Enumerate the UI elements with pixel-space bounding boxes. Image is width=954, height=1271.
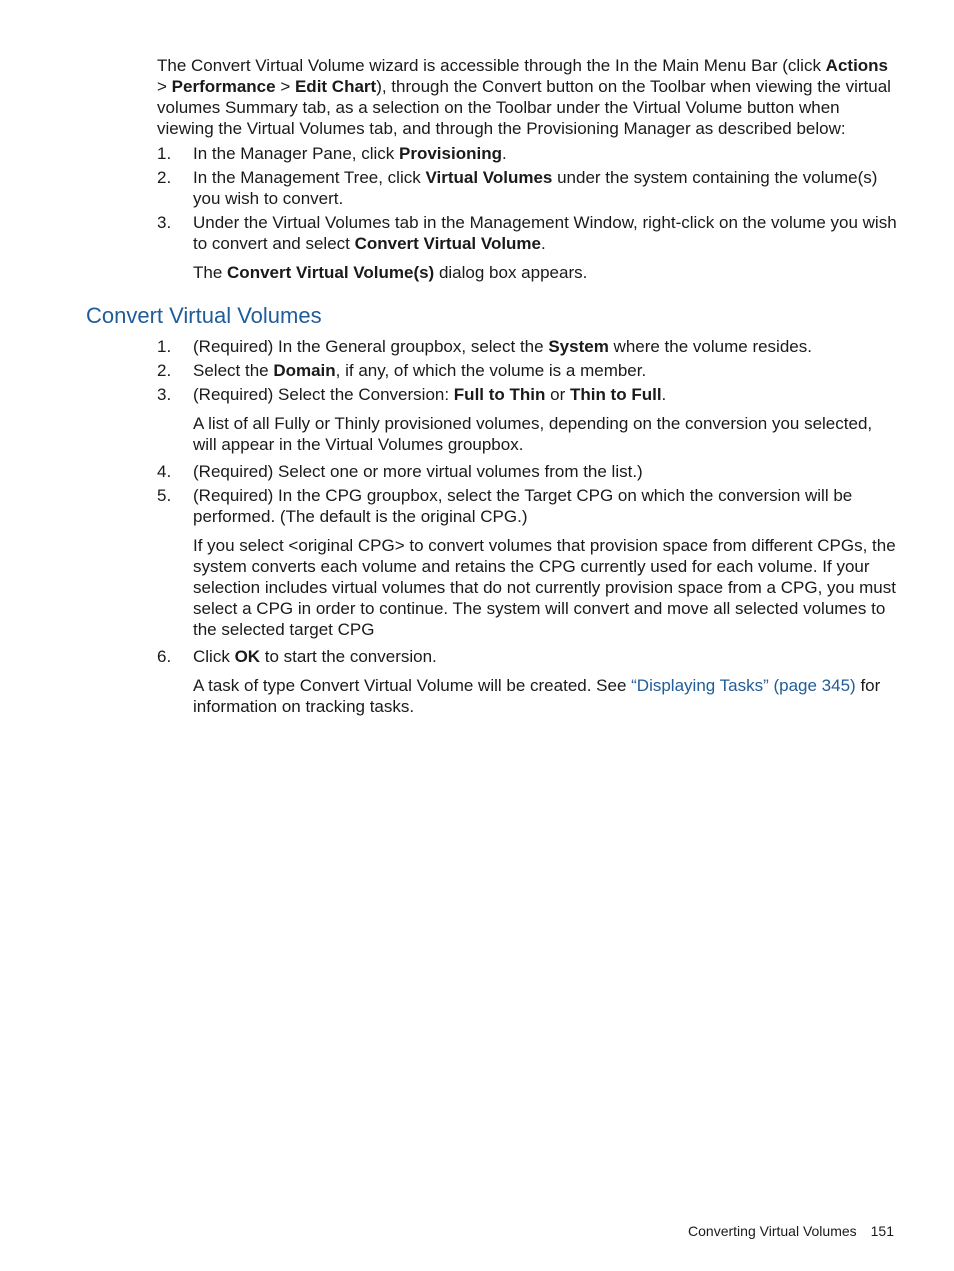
performance-term: Performance <box>171 77 276 96</box>
convert-steps-list <box>157 336 899 723</box>
step-text: (Required) Select one or more virtual volumes from the list.) <box>193 462 643 481</box>
footer-title: Converting Virtual Volumes <box>688 1223 857 1239</box>
list-item <box>157 212 899 283</box>
step-text: (Required) Select the Conversion: <box>193 385 454 404</box>
intro-text: ), through the Convert button on the Toolbar when viewing the virtual volumes Summary tab, as a selection on the Toolbar under the Virtual Volume button when viewing the Virtual Volumes tab, and through the Provisioning Manager as described below: <box>157 77 891 138</box>
step-number: 1. <box>157 144 172 163</box>
list-item <box>157 360 899 381</box>
step-text: , if any, of which the volume is a member. <box>335 361 647 380</box>
step-term: Provisioning <box>399 144 502 163</box>
step-term: System <box>548 337 609 356</box>
step-note <box>193 675 899 717</box>
actions-term: Actions <box>825 56 889 75</box>
note-text: A task of type Convert Virtual Volume will be created. See <box>193 676 632 695</box>
step-text: Click <box>193 647 235 666</box>
step-term: Domain <box>273 361 336 380</box>
step-text: or <box>545 385 570 404</box>
step-text: . <box>541 234 546 253</box>
step-number: 2. <box>157 361 172 380</box>
step-text: under the system containing the volume(s) you wish to convert. <box>193 168 878 208</box>
page-number: 151 <box>870 1223 894 1239</box>
step-term: Full to Thin <box>453 385 546 404</box>
step-text: (Required) In the General groupbox, select the <box>193 337 549 356</box>
access-steps-list <box>157 143 899 289</box>
list-item <box>157 167 899 209</box>
list-item <box>157 461 899 482</box>
note-term: Convert Virtual Volume(s) <box>227 263 435 282</box>
step-text: where the volume resides. <box>608 337 812 356</box>
step-text: Select the <box>193 361 274 380</box>
step-number: 4. <box>157 462 172 481</box>
step-text: In the Management Tree, click <box>193 168 426 187</box>
step-number: 1. <box>157 337 172 356</box>
page-footer <box>688 1222 894 1240</box>
step-term: OK <box>234 647 261 666</box>
note-text: dialog box appears. <box>434 263 588 282</box>
step-text: (Required) In the CPG groupbox, select the Target CPG on which the conversion will be performed. (The default is the original CPG.) <box>193 486 853 526</box>
step-number: 5. <box>157 486 172 505</box>
note-text: for information on tracking tasks. <box>193 676 881 716</box>
step-term: Convert Virtual Volume <box>354 234 542 253</box>
edit-chart-term: Edit Chart <box>294 77 377 96</box>
step-note: A list of all Fully or Thinly provisioned volumes, depending on the conversion you selected, will appear in the Virtual Volumes groupbox. <box>193 414 873 454</box>
note-text: The <box>193 263 228 282</box>
step-term: Virtual Volumes <box>425 168 553 187</box>
step-number: 3. <box>157 385 172 404</box>
step-text: . <box>501 144 507 163</box>
list-item <box>157 143 899 164</box>
section-heading: Convert Virtual Volumes <box>86 303 322 328</box>
intro-text: The Convert Virtual Volume wizard is accessible through the In the Main Menu Bar (click <box>157 56 826 75</box>
step-number: 3. <box>157 213 172 232</box>
list-item <box>157 336 899 357</box>
step-text: In the Manager Pane, click <box>193 144 400 163</box>
intro-paragraph <box>157 55 899 139</box>
list-item <box>157 384 899 455</box>
separator: > <box>275 77 295 96</box>
step-text: Under the Virtual Volumes tab in the Management Window, right-click on the volume you wish to convert and select <box>193 213 897 253</box>
list-item <box>157 646 899 717</box>
separator: > <box>157 77 172 96</box>
list-item <box>157 485 899 640</box>
step-note <box>193 262 899 283</box>
step-text: . <box>661 385 667 404</box>
step-text: to start the conversion. <box>260 647 437 666</box>
step-term: Thin to Full <box>569 385 662 404</box>
step-number: 6. <box>157 647 172 666</box>
step-note: If you select <original CPG> to convert volumes that provision space from different CPGs, the system converts each volume and retains the CPG currently used for each volume. If your selection includes virtual volumes that do not currently provision space from a CPG, you must select a CPG in order to continue. The system will convert and move all selected volumes to the selected target CPG <box>193 536 896 639</box>
displaying-tasks-link[interactable]: “Displaying Tasks” (page 345) <box>631 676 856 695</box>
step-number: 2. <box>157 168 172 187</box>
